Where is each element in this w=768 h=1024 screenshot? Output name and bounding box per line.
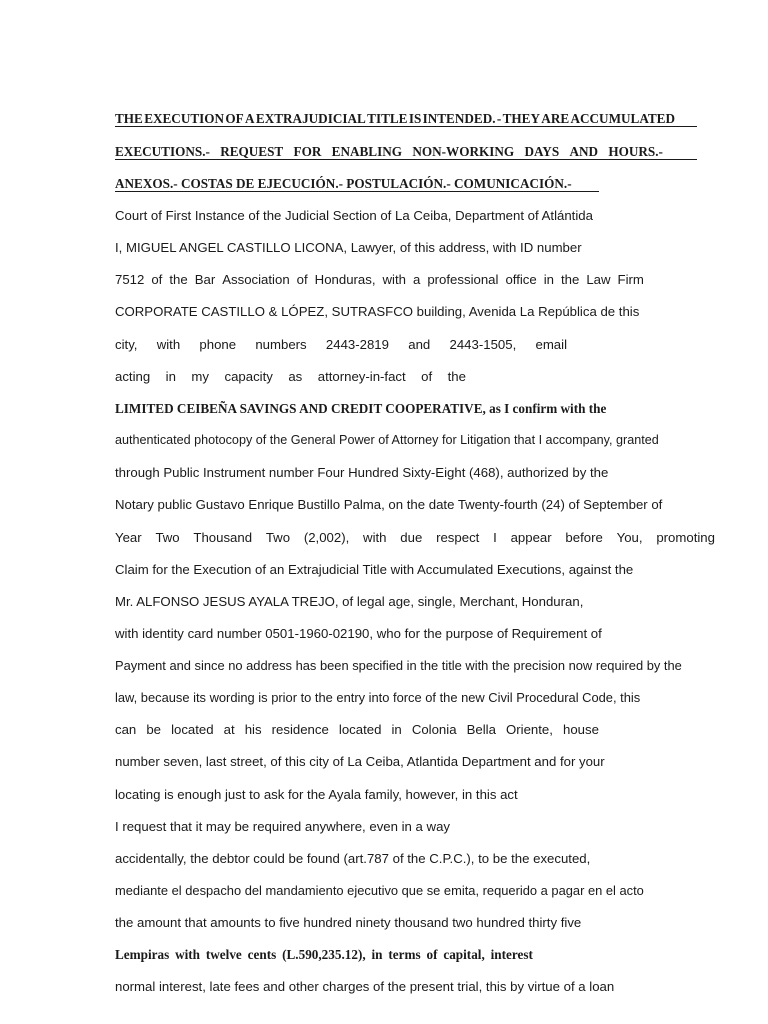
word: his (244, 722, 262, 737)
word: terms (388, 947, 421, 962)
body-line-6 (115, 369, 466, 384)
word: in (543, 272, 554, 287)
body-line-2 (115, 240, 582, 255)
word: ENABLING (331, 144, 403, 159)
word: Oriente, (506, 722, 553, 737)
body-line-10 (115, 497, 662, 512)
word: EXTRAJUDICIAL (255, 111, 366, 126)
word: residence (271, 722, 329, 737)
word: FOR (293, 144, 322, 159)
word: REQUEST (220, 144, 284, 159)
word: and (408, 337, 431, 352)
word: Two (265, 530, 291, 545)
word: in (165, 369, 176, 384)
body-line-14 (115, 626, 602, 641)
word: OF (225, 111, 244, 126)
word: in (391, 722, 402, 737)
body-line-18 (115, 754, 605, 769)
word: before (565, 530, 603, 545)
body-line-16-text: law, because its wording is prior to the entry into force of the new Civil Procedural Code, this (115, 690, 641, 705)
body-line-12-text: Claim for the Execution of an Extrajudicial Title with Accumulated Executions, against the (115, 562, 634, 577)
word: with (175, 947, 201, 962)
word: a (412, 272, 421, 287)
word: interest (490, 947, 533, 962)
word: I (493, 530, 497, 545)
court-name-text: Court of First Instance of the Judicial Section of La Ceiba, Department of Atlántida (115, 208, 593, 223)
word: office (505, 272, 537, 287)
word: with (363, 530, 387, 545)
word: Law (586, 272, 611, 287)
body-line-3 (115, 272, 644, 287)
heading-line-3 (115, 176, 599, 192)
body-line-5 (115, 337, 567, 352)
word: house (562, 722, 599, 737)
body-line-4-text: CORPORATE CASTILLO & LÓPEZ, SUTRASFCO building, Avenida La República de this (115, 304, 640, 319)
word: promoting (656, 530, 715, 545)
body-line-24 (115, 947, 533, 963)
word: - (496, 111, 502, 126)
body-line-15-text: Payment and since no address has been specified in the title with the precision now required by the (115, 658, 682, 673)
body-line-21 (115, 851, 590, 866)
heading-line-1 (115, 111, 697, 127)
word: capital, (443, 947, 485, 962)
word: 7512 (115, 272, 145, 287)
body-line-10-text: Notary public Gustavo Enrique Bustillo Palma, on the date Twenty-fourth (24) of September of (115, 497, 663, 512)
word: numbers (255, 337, 307, 352)
body-line-16 (115, 690, 640, 705)
word: A (245, 111, 255, 126)
word: INTENDED. (422, 111, 496, 126)
word: the (447, 369, 466, 384)
heading-line-2-text (115, 144, 663, 159)
word: as (288, 369, 303, 384)
word: of (421, 369, 433, 384)
word: Honduras, (314, 272, 376, 287)
word: AND (569, 144, 599, 159)
word: (L.590,235.12), (282, 947, 366, 962)
body-line-25-text: normal interest, late fees and other charges of the present trial, this by virtue of a loan (115, 979, 615, 994)
word: DAYS (524, 144, 560, 159)
word: with (382, 272, 406, 287)
word: with (156, 337, 181, 352)
word: in (371, 947, 383, 962)
body-line-17 (115, 722, 599, 737)
defendant-name-text: Mr. ALFONSO JESUS AYALA TREJO, of legal age, single, Merchant, Honduran, (115, 594, 584, 609)
word: professional (427, 272, 499, 287)
word: the (561, 272, 580, 287)
word: ACCUMULATED (570, 111, 675, 126)
body-line-14-text: with identity card number 0501-1960-02190, who for the purpose of Requirement of (115, 626, 602, 641)
word: acting (115, 369, 151, 384)
word: located (338, 722, 382, 737)
word: my (191, 369, 209, 384)
word: be (146, 722, 161, 737)
word: Colonia (411, 722, 457, 737)
word: of (151, 272, 163, 287)
word: of (426, 947, 438, 962)
body-line-9 (115, 465, 608, 480)
body-line-12 (115, 562, 633, 577)
word: attorney-in-fact (317, 369, 406, 384)
body-line-8-text: authenticated photocopy of the General Power of Attorney for Litigation that I accompany, granted (115, 433, 659, 447)
word: EXECUTION (144, 111, 225, 126)
word: THEY (502, 111, 540, 126)
word: email (535, 337, 567, 352)
word: TITLE (367, 111, 408, 126)
word: Association (222, 272, 290, 287)
word: the (169, 272, 188, 287)
heading-line-1-text (115, 111, 675, 126)
heading-line-2 (115, 144, 697, 160)
word: respect (436, 530, 480, 545)
word: THE (115, 111, 143, 126)
word: Two (155, 530, 180, 545)
word: appear (510, 530, 552, 545)
word: due (400, 530, 423, 545)
body-line-2-text: I, MIGUEL ANGEL CASTILLO LICONA, Lawyer, of this address, with ID number (115, 240, 582, 255)
body-line-19-text: locating is enough just to ask for the Ayala family, however, in this act (115, 787, 518, 802)
word: HOURS.- (608, 144, 663, 159)
body-line-7 (115, 401, 606, 417)
word: phone (199, 337, 237, 352)
word: ARE (541, 111, 570, 126)
word: at (223, 722, 235, 737)
word: city, (115, 337, 138, 352)
body-line-20-text: I request that it may be required anywhere, even in a way (115, 819, 450, 834)
word: EXECUTIONS.- (115, 144, 210, 159)
body-line-20 (115, 819, 450, 834)
body-line-22-text: mediante el despacho del mandamiento ejecutivo que se emita, requerido a pagar en el acto (115, 883, 644, 898)
body-line-15 (115, 658, 682, 673)
body-line-11 (115, 530, 715, 545)
word: of (296, 272, 308, 287)
word: can (115, 722, 137, 737)
body-line-23-text: the amount that amounts to five hundred ninety thousand two hundred thirty five (115, 915, 582, 930)
body-line-9-text: through Public Instrument number Four Hundred Sixty-Eight (468), authorized by the (115, 465, 609, 480)
word: Bella (466, 722, 496, 737)
word: cents (247, 947, 277, 962)
body-line-21-text: accidentally, the debtor could be found (art.787 of the C.P.C.), to be the executed, (115, 851, 591, 866)
word: Year (115, 530, 142, 545)
body-line-4 (115, 304, 639, 319)
word: located (171, 722, 214, 737)
body-line-23 (115, 915, 581, 930)
word: (2,002), (303, 530, 350, 545)
body-line-13 (115, 594, 583, 609)
body-line-8 (115, 433, 659, 447)
cooperative-name-text: LIMITED CEIBEÑA SAVINGS AND CREDIT COOPERATIVE, as I confirm with the (115, 401, 607, 416)
word: capacity (224, 369, 273, 384)
body-line-18-text: number seven, last street, of this city of La Ceiba, Atlantida Department and for your (115, 754, 605, 769)
body-line-25 (115, 979, 614, 994)
word: IS (408, 111, 422, 126)
word: twelve (205, 947, 242, 962)
body-line-22 (115, 883, 644, 898)
word: Thousand (193, 530, 253, 545)
body-line-19 (115, 787, 518, 802)
body-line-1 (115, 208, 593, 223)
word: Bar (194, 272, 216, 287)
heading-line-3-text: ANEXOS.- COSTAS DE EJECUCIÓN.- POSTULACIÓN.- COMUNICACIÓN.- (115, 176, 572, 191)
word: 2443-1505, (449, 337, 517, 352)
word: You, (616, 530, 643, 545)
word: 2443-2819 (325, 337, 389, 352)
word: Firm (617, 272, 644, 287)
word: NON-WORKING (412, 144, 515, 159)
word: Lempiras (115, 947, 170, 962)
